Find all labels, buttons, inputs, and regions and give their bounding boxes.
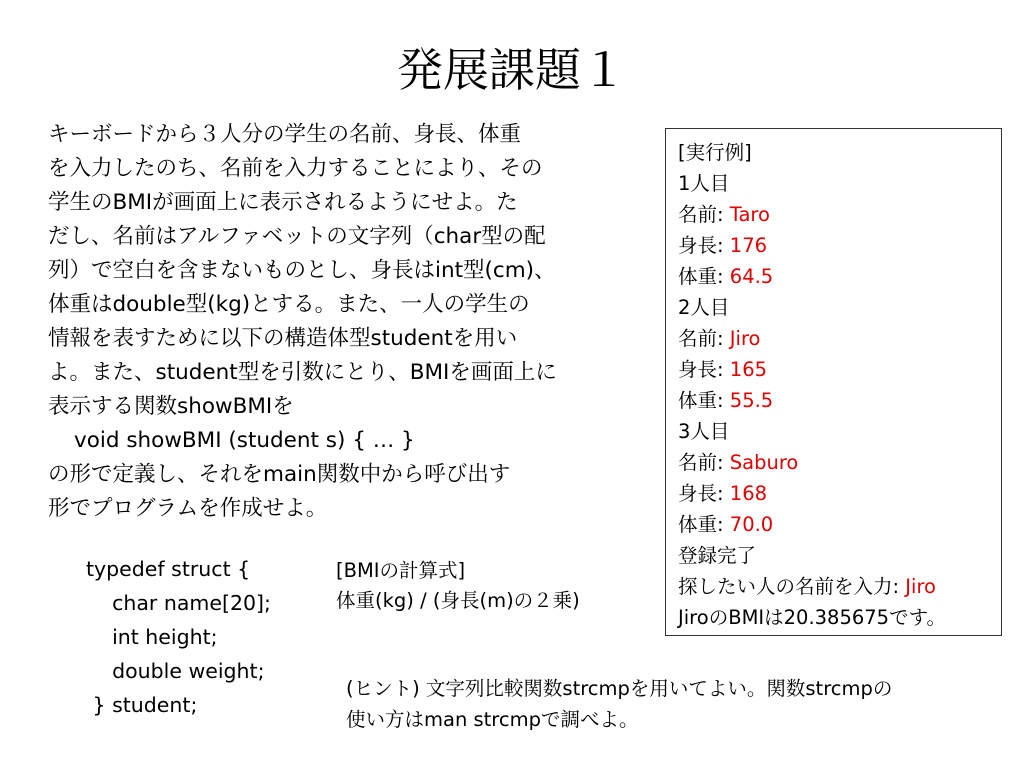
name-label: 名前:	[678, 451, 730, 474]
struct-definition	[86, 552, 271, 722]
problem-line: 形でプログラムを作成せよ。	[48, 496, 328, 521]
student-header: 3人目	[678, 420, 730, 443]
weight-value: 64.5	[729, 265, 774, 288]
height-value: 168	[729, 482, 768, 505]
search-row	[678, 571, 989, 602]
name-label: 名前:	[678, 327, 730, 350]
hint-text	[346, 673, 996, 735]
name-row	[678, 199, 989, 230]
problem-line: キーボードから３人分の学生の名前、身長、体重	[48, 122, 522, 147]
height-row	[678, 478, 989, 509]
code-line: double weight;	[86, 659, 265, 683]
name-value: Saburo	[729, 451, 799, 474]
height-label: 身長:	[678, 234, 730, 257]
registration-done: 登録完了	[678, 544, 757, 567]
height-label: 身長:	[678, 358, 730, 381]
problem-line: 表示する関数showBMIを	[48, 394, 294, 419]
function-signature: void showBMI (student s) { … }	[74, 428, 415, 453]
name-label: 名前:	[678, 203, 730, 226]
student-header: 2人目	[678, 296, 730, 319]
height-value: 165	[729, 358, 768, 381]
student-header: 1人目	[678, 172, 730, 195]
search-value: Jiro	[905, 575, 936, 598]
name-row	[678, 447, 989, 478]
formula-heading: [BMIの計算式]	[336, 559, 466, 582]
height-row	[678, 354, 989, 385]
slide-title: 発展課題１	[397, 43, 627, 97]
code-line: int height;	[86, 625, 218, 649]
bmi-formula	[336, 556, 580, 616]
name-value: Taro	[729, 203, 770, 226]
code-line: } student;	[86, 693, 198, 717]
weight-label: 体重:	[678, 389, 730, 412]
name-row	[678, 323, 989, 354]
weight-label: 体重:	[678, 513, 730, 536]
weight-label: 体重:	[678, 265, 730, 288]
weight-value: 55.5	[729, 389, 774, 412]
hint-line: (ヒント) 文字列比較関数strcmpを用いてよい。関数strcmpの	[346, 677, 893, 700]
problem-line: だし、名前はアルファベットの文字列（char型の配	[48, 224, 546, 249]
problem-statement	[48, 118, 638, 526]
problem-line: 列）で空白を含まないものとし、身長はint型(cm)、	[48, 258, 556, 283]
height-row	[678, 230, 989, 261]
hint-line: 使い方はman strcmpで調べよ。	[346, 708, 639, 731]
example-heading: [実行例]	[678, 141, 752, 164]
name-value: Jiro	[729, 327, 761, 350]
problem-line: 情報を表すために以下の構造体型studentを用い	[48, 326, 518, 351]
search-prompt: 探したい人の名前を入力:	[678, 575, 906, 598]
height-label: 身長:	[678, 482, 730, 505]
formula-expression: 体重(kg) / (身長(m)の２乗)	[336, 589, 580, 612]
problem-line: 体重はdouble型(kg)とする。また、一人の学生の	[48, 292, 530, 317]
problem-line: を入力したのち、名前を入力することにより、その	[48, 156, 543, 181]
problem-line: よ。また、student型を引数にとり、BMIを画面上に	[48, 360, 557, 385]
height-value: 176	[729, 234, 768, 257]
code-line: typedef struct {	[86, 557, 251, 581]
bmi-result: JiroのBMIは20.385675です。	[678, 606, 947, 629]
weight-value: 70.0	[729, 513, 774, 536]
weight-row	[678, 509, 989, 540]
weight-row	[678, 261, 989, 292]
problem-line: の形で定義し、それをmain関数中から呼び出す	[48, 462, 511, 487]
weight-row	[678, 385, 989, 416]
code-line: char name[20];	[86, 591, 271, 615]
problem-line: 学生のBMIが画面上に表示されるようにせよ。た	[48, 190, 518, 215]
execution-example-box	[665, 128, 1002, 636]
